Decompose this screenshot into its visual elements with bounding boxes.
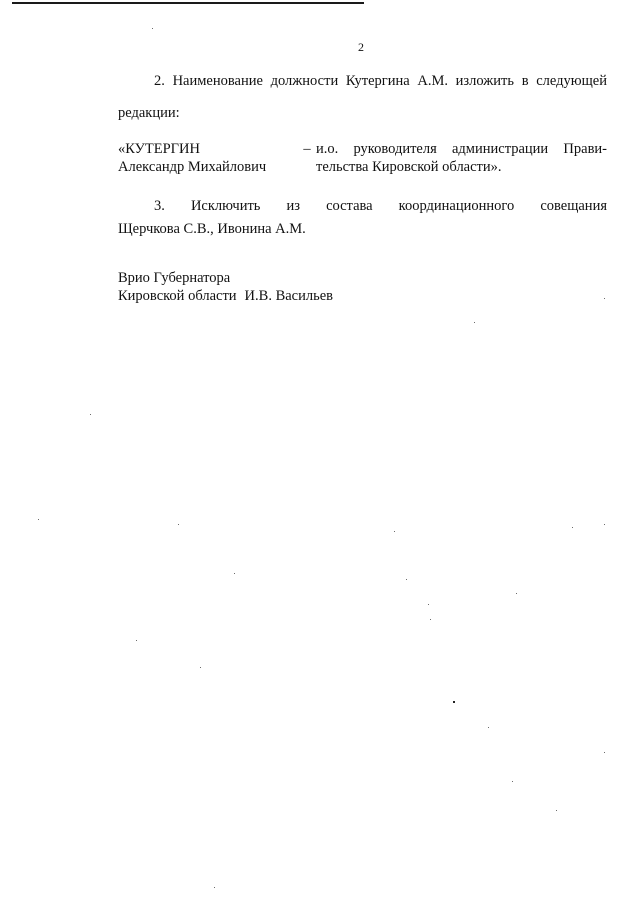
scan-speck	[604, 752, 605, 753]
paragraph-3	[118, 195, 607, 241]
scan-speck	[178, 524, 179, 525]
signature-block	[118, 269, 333, 305]
member-role-line-2: тельства Кировской области».	[316, 159, 502, 175]
page-number: 2	[358, 40, 364, 54]
signature-name: И.В. Васильев	[244, 288, 333, 304]
member-role	[316, 140, 607, 176]
scan-speck	[604, 298, 605, 299]
paragraph-2-line-2: редакции:	[118, 105, 180, 121]
scan-speck	[394, 531, 395, 532]
paragraph-2-line-1: 2. Наименование должности Кутергина А.М. изложить в следующей	[154, 73, 607, 89]
paragraph-3-line-2: Щерчкова С.В., Ивонина А.М.	[118, 221, 306, 237]
signature-title-region: Кировской области	[118, 288, 237, 304]
signature-title-line-1: Врио Губернатора	[118, 270, 231, 286]
scan-speck	[488, 727, 489, 728]
member-surname: «КУТЕРГИН	[118, 141, 201, 157]
scan-speck	[152, 28, 153, 29]
scan-speck	[430, 619, 431, 620]
top-rule	[12, 2, 364, 4]
paragraph-3-line-1: 3. Исключить из состава координационного совещания	[154, 198, 607, 214]
member-name	[118, 140, 298, 176]
member-role-line-1: и.о. руководителя администрации Прави-	[316, 141, 607, 157]
member-dash: –	[303, 141, 311, 157]
member-given-names: Александр Михайлович	[118, 159, 267, 175]
scan-speck	[453, 701, 455, 703]
paragraph-2	[118, 70, 607, 125]
scan-speck	[136, 640, 137, 641]
scan-speck	[214, 887, 215, 888]
scan-speck	[406, 579, 407, 580]
scan-speck	[556, 810, 557, 811]
scan-speck	[572, 527, 573, 528]
scan-speck	[512, 781, 513, 782]
scan-speck	[604, 524, 605, 525]
scan-speck	[200, 667, 201, 668]
scan-speck	[234, 573, 235, 574]
scan-speck	[428, 604, 429, 605]
scan-speck	[38, 519, 39, 520]
scan-speck	[90, 414, 91, 415]
paragraph-2-spacer	[118, 93, 607, 102]
scan-speck	[474, 322, 475, 323]
scan-speck	[516, 593, 517, 594]
signature-title-line-2	[118, 287, 333, 305]
